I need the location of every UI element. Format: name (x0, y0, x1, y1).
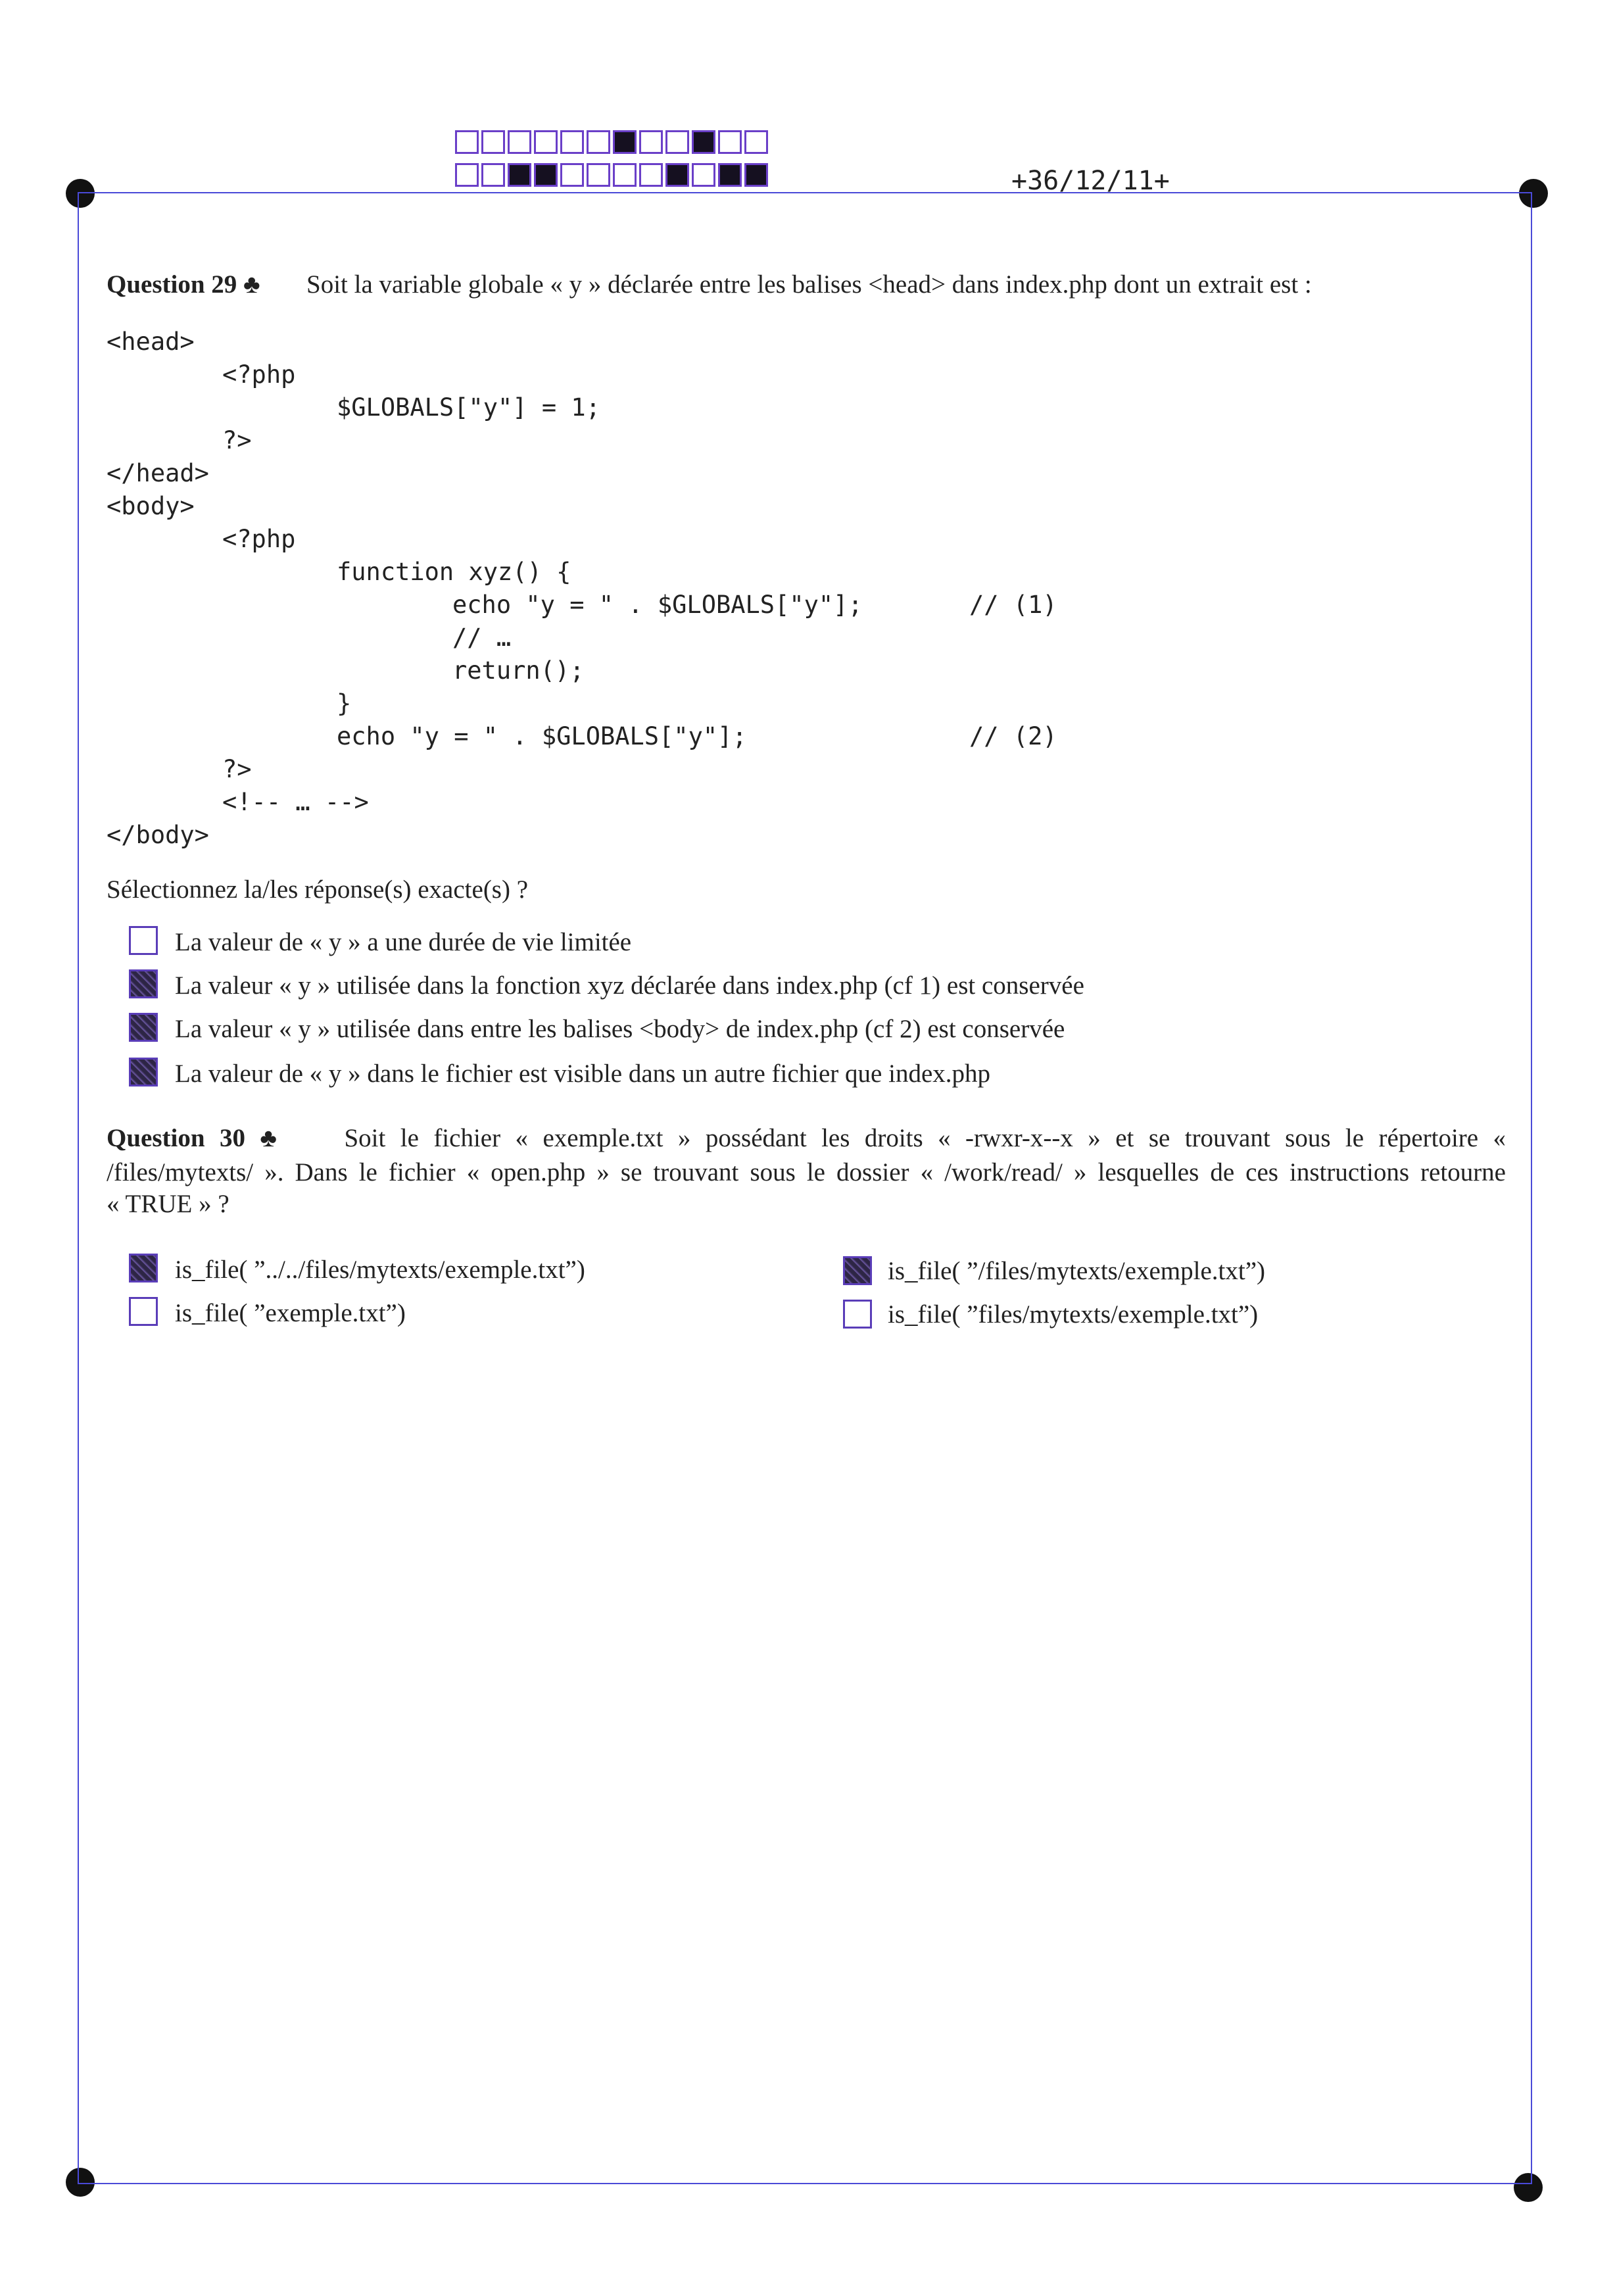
code-line: ?> (222, 755, 252, 783)
question-30-text: Soit le fichier « exemple.txt » possédant les droits « -rwxr-x--x » et se trouvant sous le répertoire « (344, 1124, 1507, 1152)
question-29-text: Soit la variable globale « y » déclarée entre les balises <head> dans index.php dont un extrait est : (306, 270, 1312, 299)
barcode-cell (587, 130, 610, 154)
code-line: ?> (222, 426, 252, 454)
barcode-cell (692, 130, 715, 154)
answer-option-label: La valeur « y » utilisée dans entre les balises <body> de index.php (cf 2) est conservée (175, 1015, 1065, 1043)
question-30-line-3: « TRUE » ? (107, 1190, 229, 1218)
code-line: function xyz() { (337, 558, 571, 586)
answer-checkbox[interactable] (129, 1013, 158, 1042)
answer-option-label: is_file( ”exemple.txt”) (175, 1299, 406, 1327)
code-line: <head> (107, 328, 195, 356)
answer-option-label: La valeur de « y » dans le fichier est visible dans un autre fichier que index.php (175, 1060, 991, 1088)
answer-option-label: is_file( ”/files/mytexts/exemple.txt”) (888, 1257, 1265, 1285)
barcode-cell (744, 130, 768, 154)
answer-checkbox[interactable] (129, 926, 158, 955)
question-29-title (107, 270, 260, 299)
code-line: } (337, 689, 352, 718)
page-frame (78, 192, 1532, 2184)
barcode-cell (587, 163, 610, 187)
code-comment: // (1) (969, 591, 1057, 619)
answer-checkbox[interactable] (129, 1254, 158, 1282)
code-line: <body> (107, 492, 195, 520)
barcode-cell (718, 130, 742, 154)
barcode-cell (692, 163, 715, 187)
barcode-cell (613, 130, 637, 154)
barcode-cell (560, 130, 584, 154)
answer-checkbox[interactable] (129, 1297, 158, 1326)
question-30-line-1 (107, 1123, 1506, 1153)
barcode-cell (560, 163, 584, 187)
barcode-cell (455, 163, 479, 187)
barcode-cell (639, 163, 663, 187)
barcode-cell (508, 130, 531, 154)
answer-option-label: La valeur « y » utilisée dans la fonction xyz déclarée dans index.php (cf 1) est conservée (175, 971, 1084, 1000)
question-30-label: Question 30 (107, 1124, 245, 1152)
barcode-cell (455, 130, 479, 154)
club-icon: ♣ (243, 270, 260, 299)
code-line: // … (452, 623, 512, 652)
answer-option-label: La valeur de « y » a une durée de vie limitée (175, 928, 632, 956)
barcode-cell (718, 163, 742, 187)
barcode-cell (481, 130, 505, 154)
code-line: <?php (222, 360, 296, 389)
answer-checkbox[interactable] (129, 1058, 158, 1087)
code-line: <!-- … --> (222, 788, 369, 816)
code-line: return(); (452, 656, 585, 685)
question-30-line-2: /files/mytexts/ ». Dans le fichier « open.php » se trouvant sous le dossier « /work/read/ » lesquelles de ces instructions retourne (107, 1158, 1506, 1186)
question-29-prompt: Sélectionnez la/les réponse(s) exacte(s) ? (107, 875, 529, 904)
barcode-cell (534, 130, 558, 154)
barcode-cell (639, 130, 663, 154)
answer-option-label: is_file( ”../../files/mytexts/exemple.txt”) (175, 1256, 585, 1284)
code-line: </body> (107, 821, 209, 849)
barcode-cell (508, 163, 531, 187)
barcode-row-2 (455, 163, 771, 187)
barcode-row-1 (455, 130, 771, 154)
barcode-cell (665, 163, 689, 187)
code-line: <?php (222, 525, 296, 553)
code-line: echo "y = " . $GLOBALS["y"]; (337, 722, 747, 750)
code-line: echo "y = " . $GLOBALS["y"]; (452, 591, 863, 619)
answer-option-label: is_file( ”files/mytexts/exemple.txt”) (888, 1300, 1259, 1329)
question-29-label: Question 29 (107, 270, 237, 299)
barcode-cell (744, 163, 768, 187)
page-id: +36/12/11+ (1011, 166, 1170, 196)
code-line: $GLOBALS["y"] = 1; (337, 393, 600, 422)
code-line: </head> (107, 459, 209, 487)
barcode-cell (534, 163, 558, 187)
answer-checkbox[interactable] (843, 1256, 872, 1285)
barcode-cell (481, 163, 505, 187)
barcode-cell (665, 130, 689, 154)
answer-checkbox[interactable] (129, 969, 158, 998)
club-icon: ♣ (260, 1124, 285, 1152)
answer-checkbox[interactable] (843, 1300, 872, 1329)
code-comment: // (2) (969, 722, 1057, 750)
barcode-cell (613, 163, 637, 187)
